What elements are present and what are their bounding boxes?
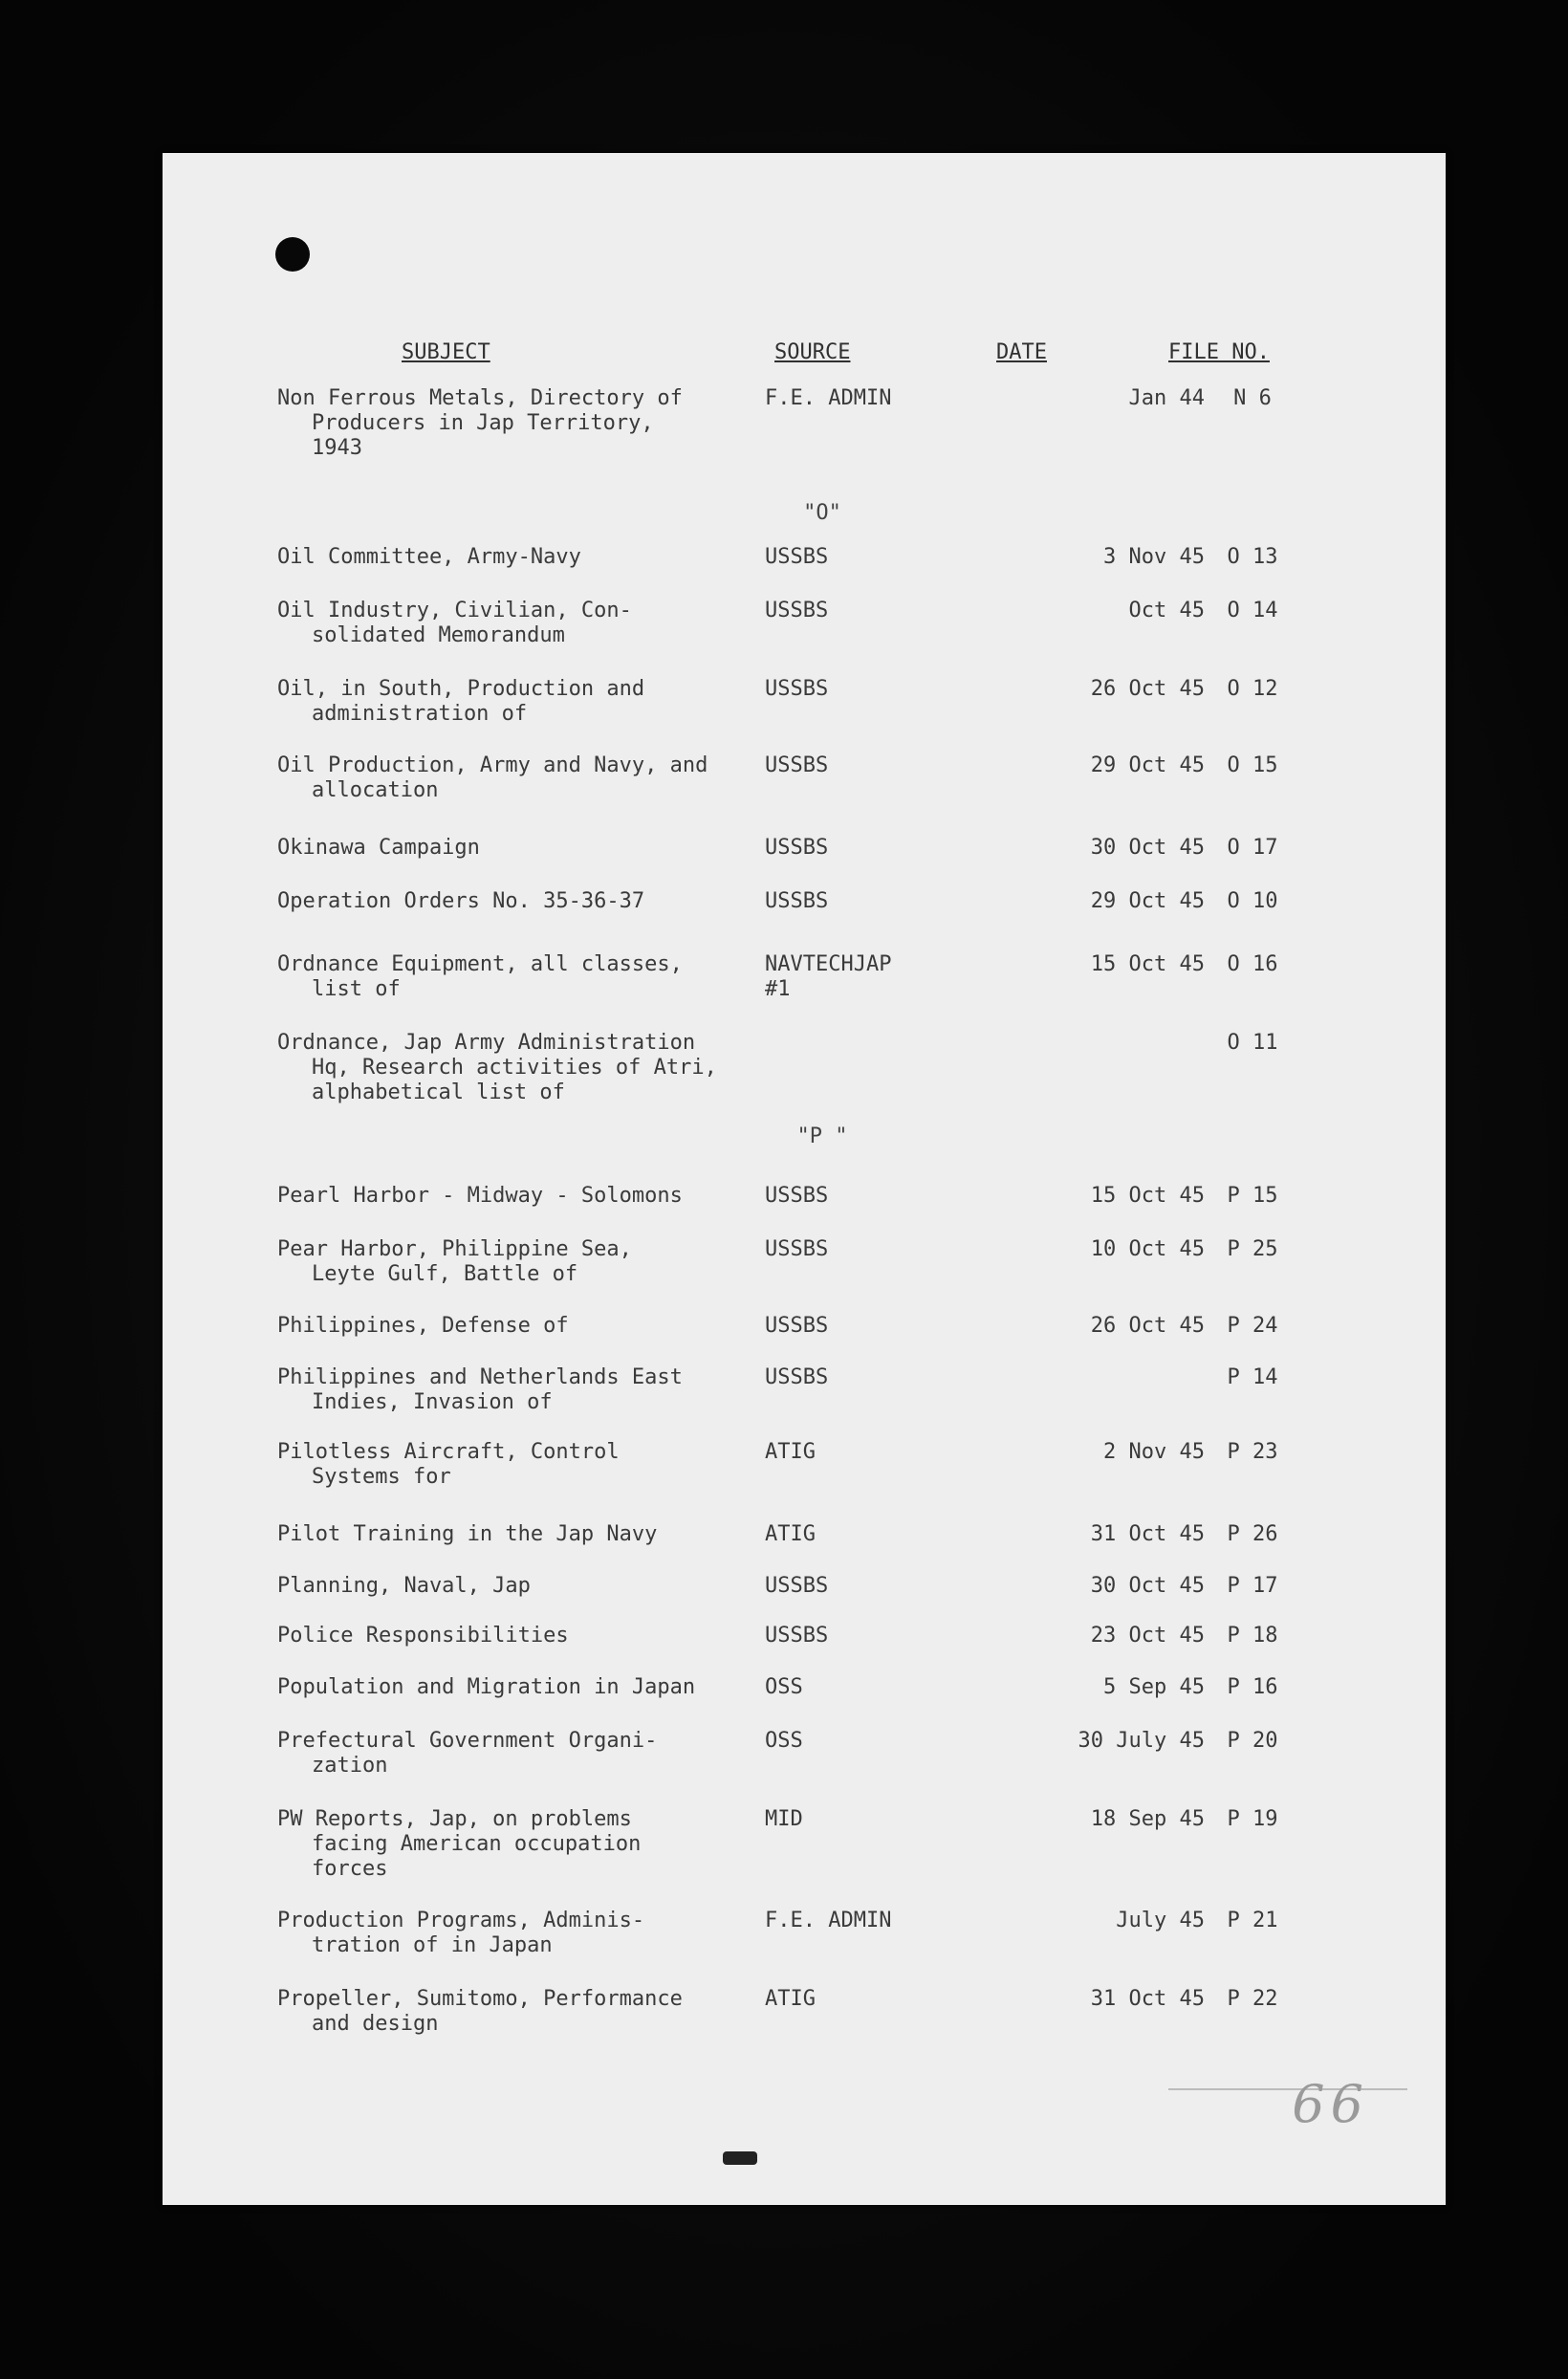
entry-subject [277, 1574, 765, 1599]
entry-subject-line: Police Responsibilities [277, 1624, 569, 1648]
entry-subject-line: Population and Migration in Japan [277, 1675, 696, 1699]
entry-source: NAVTECHJAP #1 [765, 952, 892, 1001]
entry-subject [277, 1807, 765, 1882]
entry-subject-line: Production Programs, Adminis- [277, 1909, 645, 1932]
entry-date: 29 Oct 45 [1090, 889, 1205, 913]
entry-source: OSS [765, 1729, 803, 1753]
entry-date: 23 Oct 45 [1090, 1624, 1205, 1648]
entry-source: USSBS [765, 1184, 829, 1208]
entry-subject-line: Producers in Jap Territory, [312, 411, 654, 435]
entry-subject-line: Pear Harbor, Philippine Sea, [277, 1237, 632, 1261]
entry-source: ATIG [765, 1440, 816, 1464]
entry-file-no: P 23 [1227, 1440, 1278, 1464]
entry-file-no: P 19 [1227, 1807, 1278, 1831]
header-date: DATE [996, 340, 1047, 364]
punch-hole [275, 237, 310, 272]
entry-date: 29 Oct 45 [1090, 753, 1205, 777]
entry-date: 2 Nov 45 [1103, 1440, 1205, 1464]
entry-date: 18 Sep 45 [1090, 1807, 1205, 1831]
entry-subject-line: administration of [312, 702, 528, 726]
entry-file-no: P 25 [1227, 1237, 1278, 1261]
entry-date: 31 Oct 45 [1090, 1522, 1205, 1546]
entry-source: USSBS [765, 1365, 829, 1389]
entry-subject-line: PW Reports, Jap, on problems [277, 1807, 632, 1831]
entry-source: MID [765, 1807, 803, 1831]
handwritten-page-number: 66 [1292, 2074, 1369, 2134]
entry-date: 30 Oct 45 [1090, 1574, 1205, 1598]
entry-subject-line: Oil, in South, Production and [277, 677, 645, 701]
entry-date: Oct 45 [1128, 599, 1205, 622]
entry-date: 10 Oct 45 [1090, 1237, 1205, 1261]
entry-date: 30 July 45 [1078, 1729, 1205, 1753]
entry-subject-line: Oil Industry, Civilian, Con- [277, 599, 632, 622]
entry-subject-line: tration of in Japan [312, 1933, 553, 1957]
entry-subject [277, 1031, 765, 1105]
entry-source: USSBS [765, 753, 829, 777]
entry-subject [277, 545, 765, 570]
entry-subject-line: and design [312, 2012, 439, 2036]
entry-subject-line: Hq, Research activities of Atri, [312, 1056, 717, 1080]
entry-subject-line: alphabetical list of [312, 1080, 565, 1104]
entry-subject-line: 1943 [312, 436, 362, 460]
entry-file-no: P 16 [1227, 1675, 1278, 1699]
entry-date: Jan 44 [1128, 386, 1205, 410]
entry-subject-line: zation [312, 1754, 388, 1778]
entry-source: USSBS [765, 836, 829, 860]
entry-date: 31 Oct 45 [1090, 1987, 1205, 2011]
bottom-rule [1168, 2088, 1407, 2090]
entry-subject-line: forces [312, 1857, 388, 1881]
entry-subject-line: Okinawa Campaign [277, 836, 480, 860]
entry-file-no: O 11 [1227, 1031, 1278, 1055]
entry-file-no: P 18 [1227, 1624, 1278, 1648]
entry-file-no: O 12 [1227, 677, 1278, 701]
entry-subject-line: facing American occupation [312, 1832, 642, 1856]
header-subject: SUBJECT [402, 340, 490, 364]
entry-subject [277, 1440, 765, 1490]
entry-subject-line: Oil Committee, Army-Navy [277, 545, 581, 569]
entry-file-no: O 14 [1227, 599, 1278, 622]
entry-subject-line: Non Ferrous Metals, Directory of [277, 386, 683, 410]
entry-subject-line: Prefectural Government Organi- [277, 1729, 658, 1753]
entry-subject [277, 1237, 765, 1287]
entry-subject-line: Philippines and Netherlands East [277, 1365, 683, 1389]
entry-file-no: P 22 [1227, 1987, 1278, 2011]
entry-file-no: O 13 [1227, 545, 1278, 569]
entry-subject [277, 1522, 765, 1547]
entry-file-no: P 15 [1227, 1184, 1278, 1208]
header-file-no: FILE NO. [1168, 340, 1270, 364]
entry-source: USSBS [765, 1574, 829, 1598]
entry-subject-line: solidated Memorandum [312, 623, 565, 647]
entry-subject [277, 753, 765, 803]
entry-subject-line: Propeller, Sumitomo, Performance [277, 1987, 683, 2011]
entry-subject-line: Planning, Naval, Jap [277, 1574, 531, 1598]
entry-source: USSBS [765, 677, 829, 701]
entry-date: 30 Oct 45 [1090, 836, 1205, 860]
entry-subject [277, 1184, 765, 1209]
entry-date: 15 Oct 45 [1090, 952, 1205, 976]
entry-file-no: O 10 [1227, 889, 1278, 913]
entry-source: USSBS [765, 545, 829, 569]
entry-subject-line: allocation [312, 778, 439, 802]
entry-date: 26 Oct 45 [1090, 677, 1205, 701]
entry-subject [277, 889, 765, 914]
entry-subject [277, 1365, 765, 1415]
entry-date: 15 Oct 45 [1090, 1184, 1205, 1208]
entry-source: USSBS [765, 1624, 829, 1648]
entry-source: USSBS [765, 599, 829, 622]
entry-subject-line: Operation Orders No. 35-36-37 [277, 889, 645, 913]
entry-subject [277, 1729, 765, 1779]
entry-date: 5 Sep 45 [1103, 1675, 1205, 1699]
entry-file-no: N 6 [1233, 386, 1272, 410]
entry-source: USSBS [765, 1314, 829, 1338]
entry-date: 3 Nov 45 [1103, 545, 1205, 569]
entry-subject [277, 386, 765, 461]
entry-file-no: P 26 [1227, 1522, 1278, 1546]
entry-subject-line: Pilotless Aircraft, Control [277, 1440, 620, 1464]
header-source: SOURCE [774, 340, 851, 364]
entry-subject [277, 836, 765, 861]
entry-file-no: O 16 [1227, 952, 1278, 976]
entry-subject [277, 1624, 765, 1648]
entry-subject [277, 599, 765, 648]
entry-source: OSS [765, 1675, 803, 1699]
entry-subject-line: Ordnance, Jap Army Administration [277, 1031, 696, 1055]
entry-subject [277, 1909, 765, 1958]
entry-date: 26 Oct 45 [1090, 1314, 1205, 1338]
ink-blot [723, 2151, 757, 2165]
entry-file-no: P 24 [1227, 1314, 1278, 1338]
entry-subject [277, 1675, 765, 1700]
entry-subject [277, 1314, 765, 1339]
document-page [163, 153, 1446, 2205]
entry-subject-line: Oil Production, Army and Navy, and [277, 753, 708, 777]
entry-file-no: P 14 [1227, 1365, 1278, 1389]
entry-subject-line: Ordnance Equipment, all classes, [277, 952, 683, 976]
entry-subject [277, 1987, 765, 2037]
entry-source: ATIG [765, 1522, 816, 1546]
entry-file-no: O 15 [1227, 753, 1278, 777]
entry-source: USSBS [765, 1237, 829, 1261]
entry-date: July 45 [1116, 1909, 1205, 1932]
entry-subject-line: Systems for [312, 1465, 451, 1489]
entry-subject-line: Pearl Harbor - Midway - Solomons [277, 1184, 683, 1208]
entry-subject [277, 677, 765, 727]
entry-file-no: P 21 [1227, 1909, 1278, 1932]
entry-subject-line: list of [312, 977, 401, 1001]
section-p-marker: "P " [796, 1124, 848, 1148]
entry-source: ATIG [765, 1987, 816, 2011]
entry-file-no: O 17 [1227, 836, 1278, 860]
entry-file-no: P 20 [1227, 1729, 1278, 1753]
entry-subject-line: Leyte Gulf, Battle of [312, 1262, 578, 1286]
entry-source: USSBS [765, 889, 829, 913]
entry-source: F.E. ADMIN [765, 386, 892, 410]
section-o-marker: "O" [803, 501, 841, 525]
entry-subject-line: Philippines, Defense of [277, 1314, 569, 1338]
entry-source: F.E. ADMIN [765, 1909, 892, 1932]
entry-subject [277, 952, 765, 1002]
entry-subject-line: Pilot Training in the Jap Navy [277, 1522, 658, 1546]
entry-file-no: P 17 [1227, 1574, 1278, 1598]
entry-subject-line: Indies, Invasion of [312, 1390, 553, 1414]
